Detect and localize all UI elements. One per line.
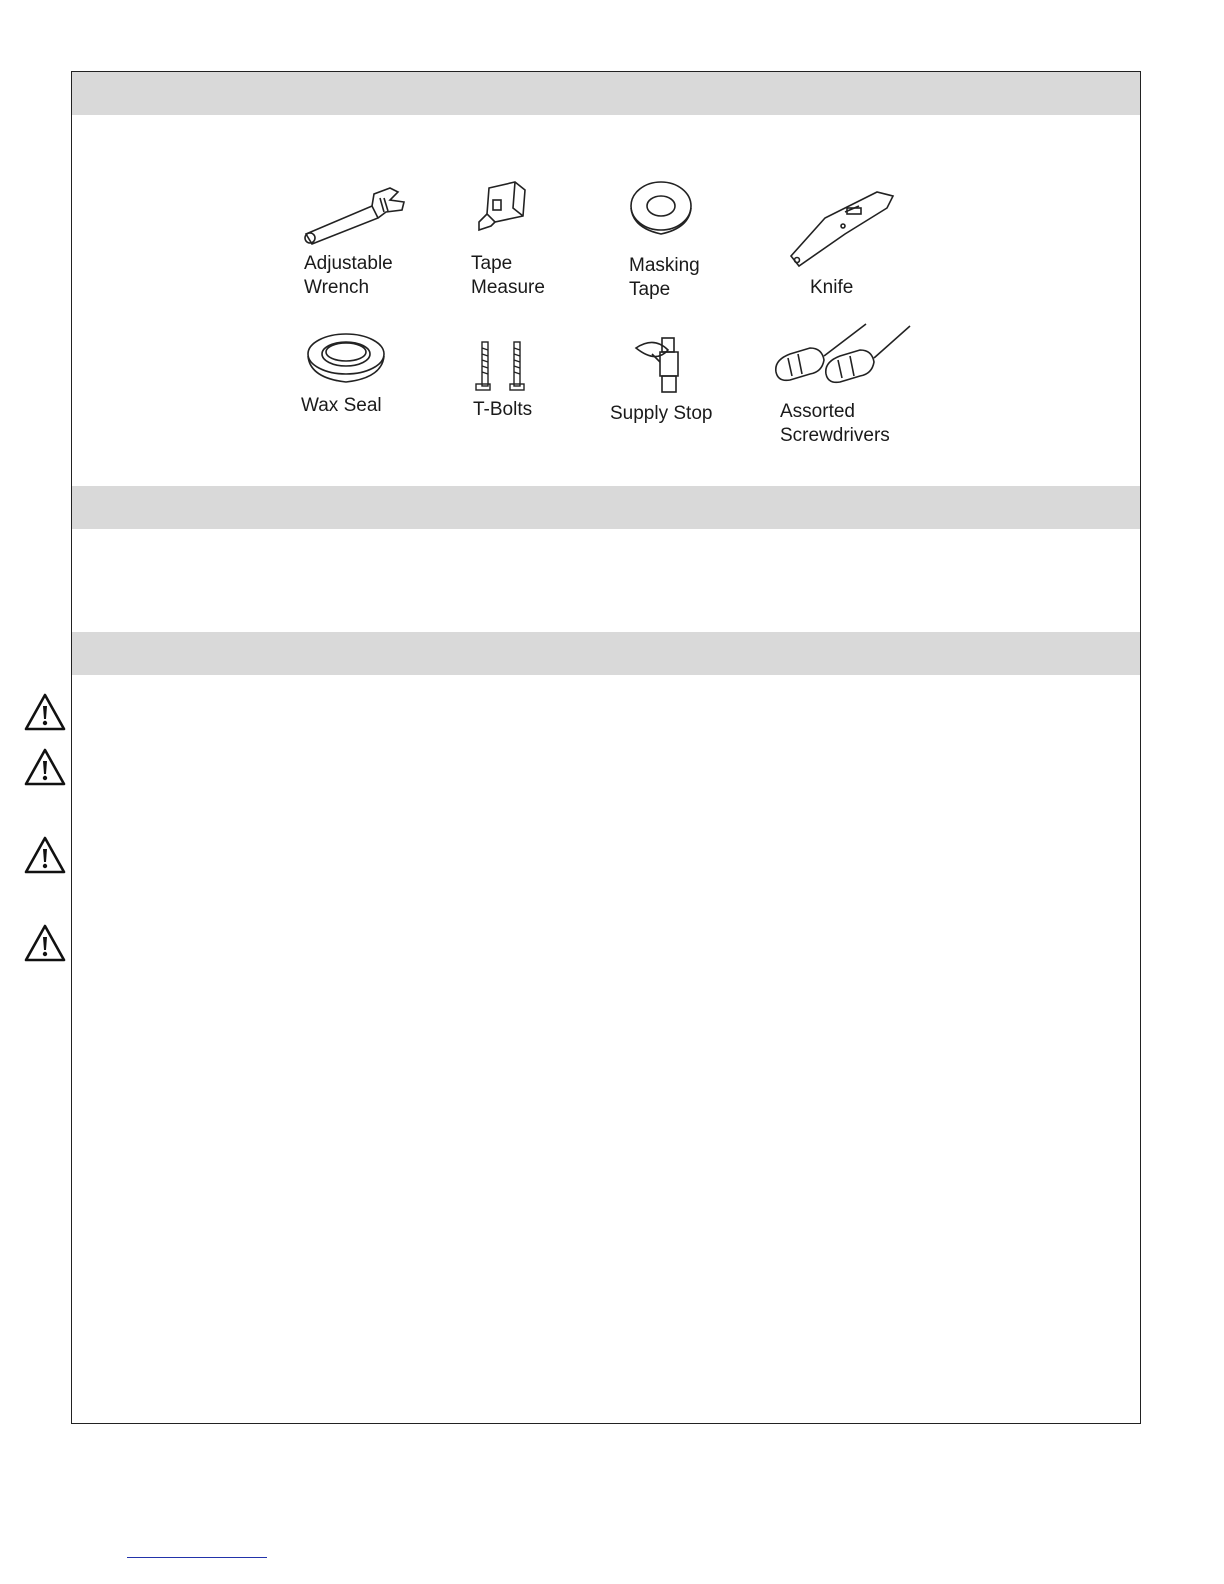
footer-link-underline[interactable] [127,1557,267,1558]
tool-label: Assorted Screwdrivers [780,401,890,446]
section-header-2 [72,486,1140,529]
wax-seal-icon [300,330,390,390]
warning-icon [23,923,67,963]
tool-label: Adjustable Wrench [304,253,393,298]
tool-adjustable-wrench [300,178,480,318]
knife-icon [785,178,905,274]
tool-wax-seal [300,330,480,470]
screwdrivers-icon [770,320,920,386]
tool-knife [785,178,965,318]
wrench-icon [300,178,410,248]
tool-label: Supply Stop [610,403,713,424]
tool-tape-measure [467,178,647,318]
tape-measure-icon [467,178,537,238]
t-bolts-icon [470,340,540,396]
warning-icon [23,747,67,787]
warning-icon [23,835,67,875]
warning-icon [23,692,67,732]
section-header-tools [72,72,1140,115]
supply-stop-icon [608,332,718,398]
masking-tape-icon [625,178,705,242]
tool-assorted-screwdrivers [770,320,950,460]
tool-label: Tape Measure [471,253,545,298]
tool-supply-stop [608,332,788,472]
tool-label: Masking Tape [629,255,700,300]
tool-masking-tape [625,178,805,318]
tool-label: Knife [810,277,854,298]
section-header-safety [72,632,1140,675]
tool-label: T-Bolts [473,399,533,420]
tool-label: Wax Seal [301,395,382,416]
